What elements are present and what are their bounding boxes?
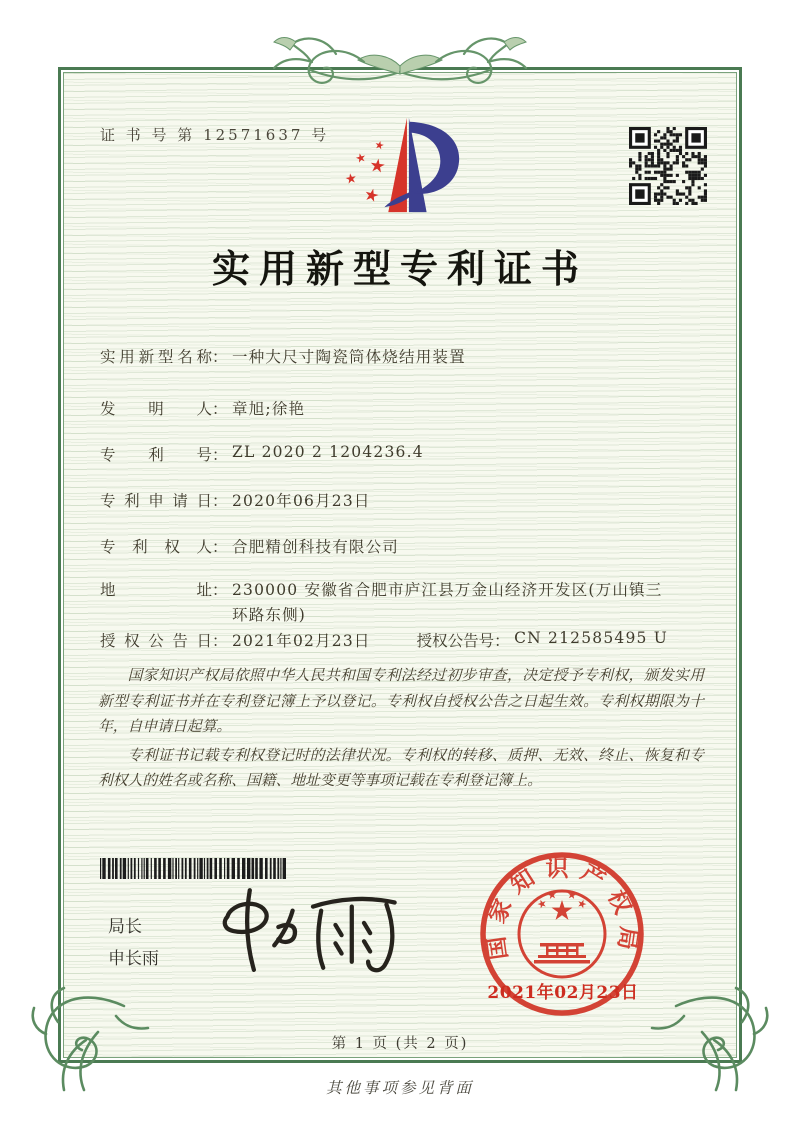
qr-code (629, 127, 707, 205)
field-row-inventor: 发明人 ： 章旭;徐艳 (100, 397, 305, 419)
field-label: 发明人 (100, 400, 212, 418)
field-label: 地址 (100, 581, 212, 599)
field-label: 专利申请日 (100, 492, 212, 510)
field-row-patent-number: 专利号 ： ZL 2020 2 1204236.4 (100, 443, 424, 464)
seal-date: 2021年02月23日 (487, 983, 639, 1003)
commissioner-title: 局长 (108, 917, 142, 937)
field-value: 章旭;徐艳 (232, 400, 306, 418)
legal-paragraph-2: 专利证书记载专利权登记时的法律状况。专利权的转移、质押、无效、终止、恢复和专利权人的姓名或名称、国籍、地址变更等事项记载在专利登记簿上。 (98, 746, 704, 790)
page-number: 第 1 页 (共 2 页) (331, 1036, 469, 1052)
field-row-filing-date: 专利申请日 ： 2020年06月23日 (100, 489, 371, 511)
commissioner-name: 申长雨 (108, 949, 159, 969)
certificate-number: 证 书 号 第 12571637 号 (100, 126, 330, 144)
back-note: 其他事项参见背面 (325, 1079, 474, 1097)
field-row-grant: 授权公告日 ： 2021年02月23日 授权公告号 ： CN 212585495 U (100, 629, 669, 650)
field-label: 专利权人 (100, 538, 212, 556)
commissioner-signature (212, 876, 412, 978)
field-value: CN 212585495 U (514, 629, 669, 647)
field-value: 2020年06月23日 (232, 492, 371, 510)
field-value: 2021年02月23日 (232, 632, 371, 650)
field-label: 授权公告号 (416, 632, 495, 650)
field-row-patentee: 专利权人 ： 合肥精创科技有限公司 (100, 535, 399, 557)
field-value: ZL 2020 2 1204236.4 (232, 443, 424, 461)
legal-paragraphs (98, 663, 704, 794)
seal-circular-text: 国家知识产权局 (481, 854, 643, 962)
field-value: 230000 安徽省合肥市庐江县万金山经济开发区(万山镇三环路东侧) (232, 581, 663, 625)
field-label: 实用新型名称 (100, 348, 212, 366)
field-pair-grant-number: 授权公告号 ： CN 212585495 U (416, 629, 669, 650)
certificate-title: 实用新型专利证书 (211, 246, 588, 291)
cnipa-logo-icon (328, 110, 480, 218)
legal-paragraph-1: 国家知识产权局依照中华人民共和国专利法经过初步审查，决定授予专利权，颁发实用新型专利证书并在专利登记簿上予以登记。专利权自授权公告之日起生效。专利权期限为十年，自申请日起算。 (98, 667, 704, 736)
national-emblem-icon (519, 890, 605, 977)
field-label: 专利号 (100, 446, 212, 464)
field-value: 合肥精创科技有限公司 (232, 538, 400, 556)
field-row-utility-model-name: 实用新型名称 ： 一种大尺寸陶瓷筒体烧结用装置 (100, 345, 466, 367)
field-row-address: 地址 ： 230000 安徽省合肥市庐江县万金山经济开发区(万山镇三环路东侧) (100, 578, 678, 628)
field-value: 一种大尺寸陶瓷筒体烧结用装置 (232, 348, 466, 366)
field-label: 授权公告日 (100, 632, 212, 650)
